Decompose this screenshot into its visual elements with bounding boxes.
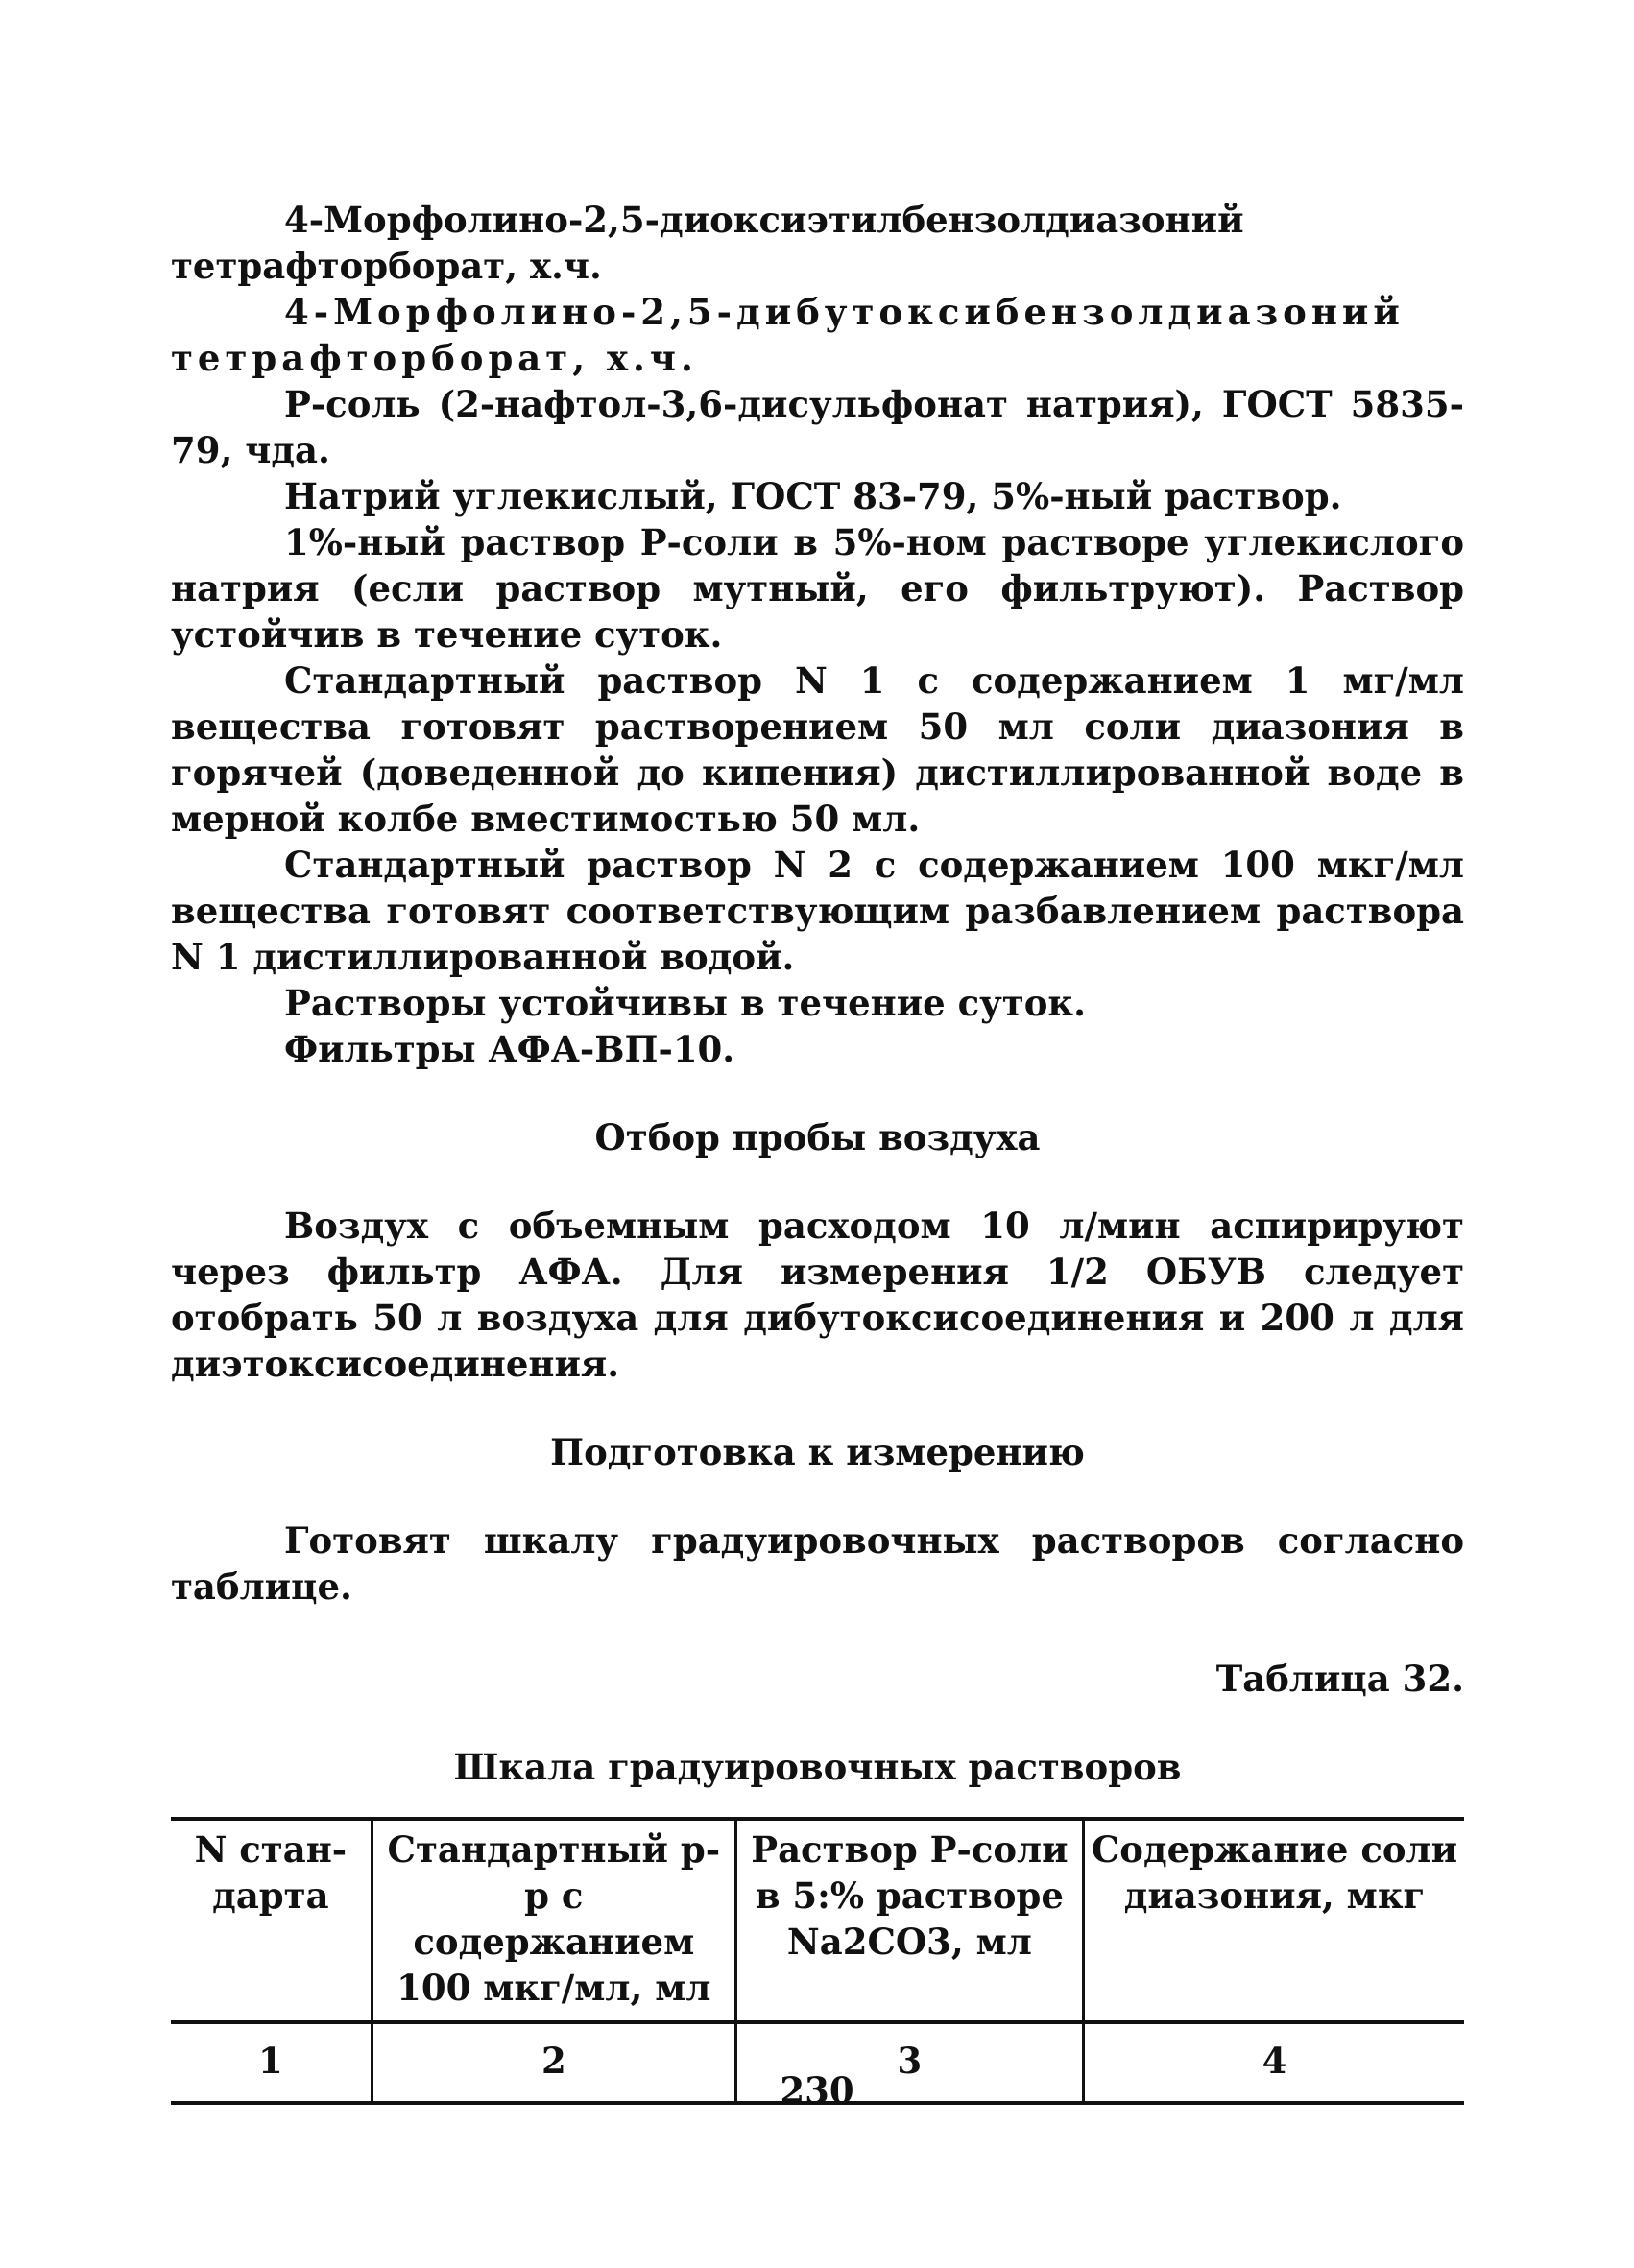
paragraph-stability: Растворы устойчивы в течение суток. (284, 982, 1086, 1024)
table-cell: 4 (1083, 2022, 1464, 2103)
page-content (171, 197, 1464, 2105)
table-header-standard-solution: Стандартный р-р с содержанием 100 мкг/мл, мл (372, 1819, 735, 2022)
calibration-table (171, 1817, 1464, 2105)
table-header-diazonium-content: Содержание соли диазония, мкг (1083, 1819, 1464, 2022)
paragraph-standard-solution-2: Стандартный раствор N 2 с содержанием 100 мкг/мл вещества готовят соответствующим разбавлением раствора N 1 дистиллированной водой. (171, 844, 1464, 978)
paragraph-preparation: Готовят шкалу градуировочных растворов согласно таблице. (171, 1519, 1464, 1608)
paragraph-reagent-5: 1%-ный раствор Р-соли в 5%-ном растворе углекислого натрия (если раствор мутный, его фильтруют). Раствор устойчив в течение суток. (171, 521, 1464, 656)
page-number: 230 (780, 2069, 854, 2112)
paragraph-reagent-3: Р-соль (2-нафтол-3,6-дисульфонат натрия), ГОСТ 5835-79, чда. (171, 383, 1464, 471)
table-cell: 1 (171, 2022, 372, 2103)
paragraph-air-sampling: Воздух с объемным расходом 10 л/мин аспирируют через фильтр АФА. Для измерения 1/2 ОБУВ следует отобрать 50 л воздуха для дибутоксисоединения и 200 л для диэтоксисоединения. (171, 1205, 1464, 1385)
table-header-row (171, 1819, 1464, 2022)
paragraph-reagent-1: 4-Морфолино-2,5-диоксиэтилбензолдиазоний тетрафторборат, х.ч. (171, 199, 1244, 287)
paragraph-reagent-2: 4-Морфолино-2,5-дибутоксибензолдиазоний тетрафторборат, х.ч. (171, 291, 1405, 379)
heading-preparation: Подготовка к измерению (550, 1431, 1085, 1473)
heading-air-sampling: Отбор пробы воздуха (594, 1116, 1041, 1158)
table-cell: 2 (372, 2022, 735, 2103)
paragraph-standard-solution-1: Стандартный раствор N 1 с содержанием 1 мг/мл вещества готовят растворением 50 мл соли диазония в горячей (доведенной до кипения) дистиллированной воде в мерной колбе вместимостью 50 мл. (171, 659, 1464, 840)
paragraph-filters: Фильтры АФА-ВП-10. (284, 1028, 735, 1070)
table-title: Шкала градуировочных растворов (453, 1746, 1182, 1788)
table-header-standard-number: N стан- дарта (171, 1819, 372, 2022)
table-number: Таблица 32. (1215, 1658, 1464, 1700)
table-header-r-salt-solution: Раствор Р-соли в 5:% растворе Na2CO3, мл (735, 1819, 1083, 2022)
table-cell: 3 (735, 2022, 1083, 2103)
paragraph-reagent-4: Натрий углекислый, ГОСТ 83-79, 5%-ный раствор. (284, 475, 1342, 517)
